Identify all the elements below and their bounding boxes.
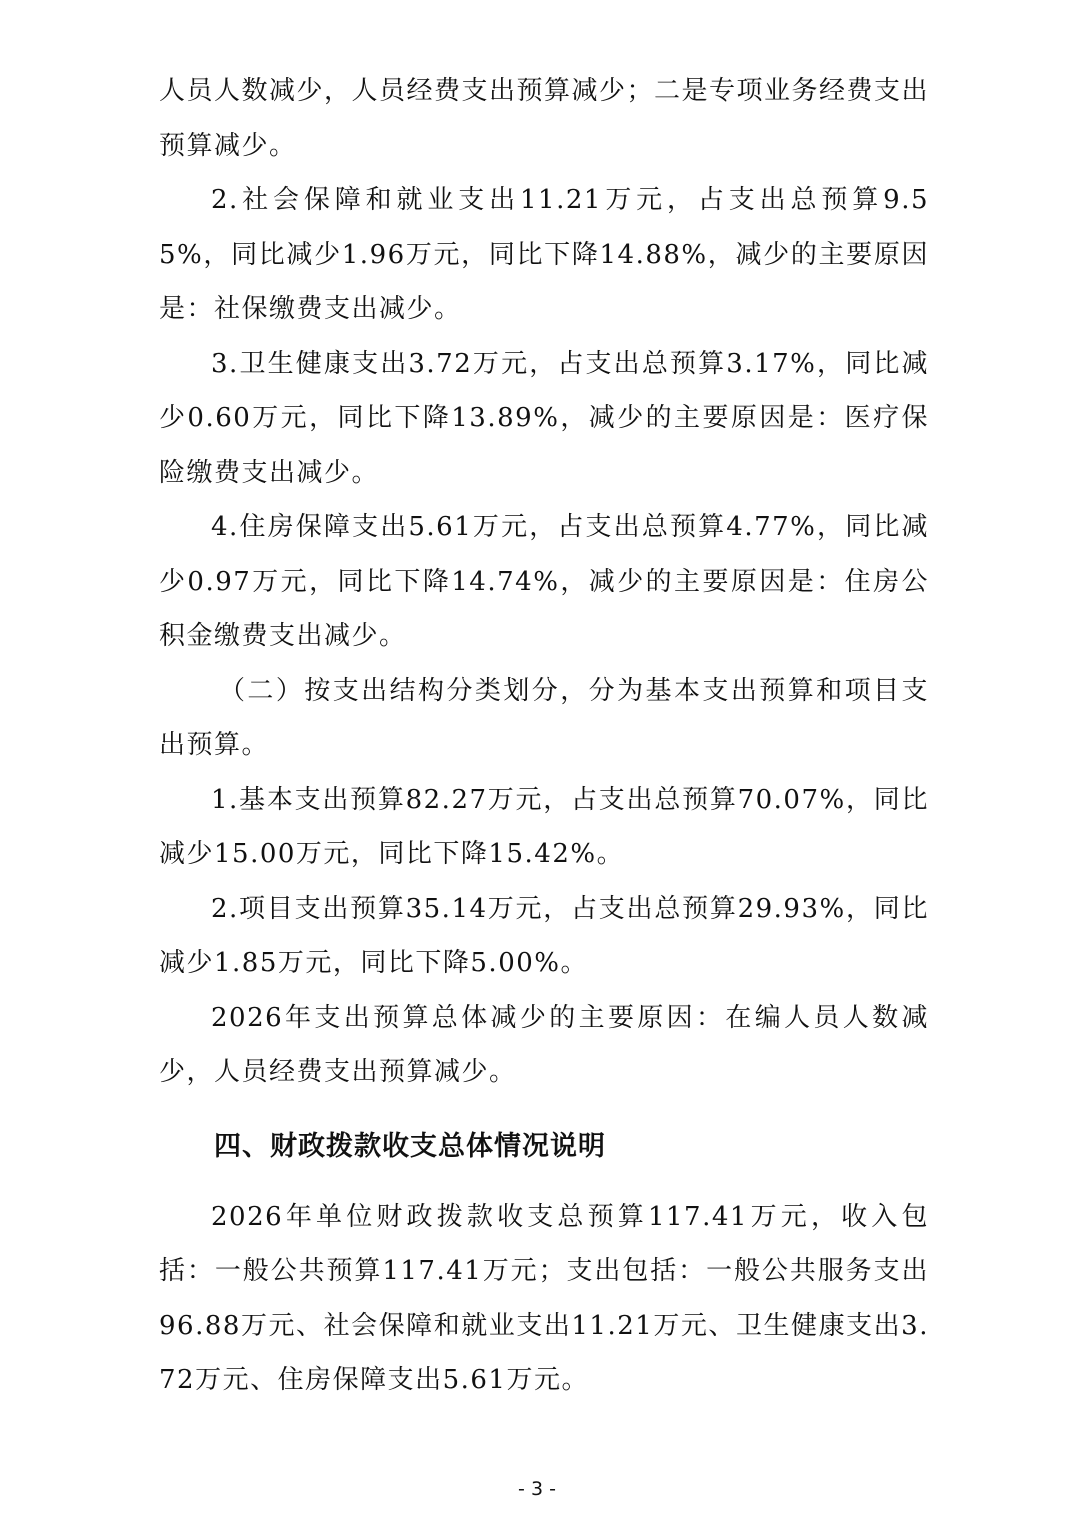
paragraph-fiscal-summary: 2026年单位财政拨款收支总预算117.41万元，收入包括：一般公共预算117.41万元；支出包括：一般公共服务支出96.88万元、社会保障和就业支出11.21万元、卫生健康支出3.72万元、住房保障支出5.61万元。 <box>159 1201 929 1395</box>
paragraph-structure-classification: （二）按支出结构分类划分，分为基本支出预算和项目支出预算。 <box>159 675 929 760</box>
paragraph-social-security: 2.社会保障和就业支出11.21万元，占支出总预算9.55%，同比减少1.96万元，同比下降14.88%，减少的主要原因是：社保缴费支出减少。 <box>159 185 929 324</box>
page-number: - 3 - <box>518 1478 556 1500</box>
paragraph-continuation: 人员人数减少，人员经费支出预算减少；二是专项业务经费支出预算减少。 <box>159 76 930 161</box>
document-body <box>159 64 929 1408</box>
paragraph-housing: 4.住房保障支出5.61万元，占支出总预算4.77%，同比减少0.97万元，同比下降14.74%，减少的主要原因是：住房公积金缴费支出减少。 <box>159 512 929 651</box>
paragraph-overall-reason: 2026年支出预算总体减少的主要原因：在编人员人数减少，人员经费支出预算减少。 <box>159 1002 929 1087</box>
paragraph-health: 3.卫生健康支出3.72万元，占支出总预算3.17%，同比减少0.60万元，同比下降13.89%，减少的主要原因是：医疗保险缴费支出减少。 <box>159 348 929 488</box>
paragraph-basic-expenditure: 1.基本支出预算82.27万元，占支出总预算70.07%，同比减少15.00万元，同比下降15.42%。 <box>159 784 929 869</box>
paragraph-project-expenditure: 2.项目支出预算35.14万元，占支出总预算29.93%，同比减少1.85万元，同比下降5.00%。 <box>159 893 929 978</box>
section-heading: 四、财政拨款收支总体情况说明 <box>214 1130 606 1162</box>
